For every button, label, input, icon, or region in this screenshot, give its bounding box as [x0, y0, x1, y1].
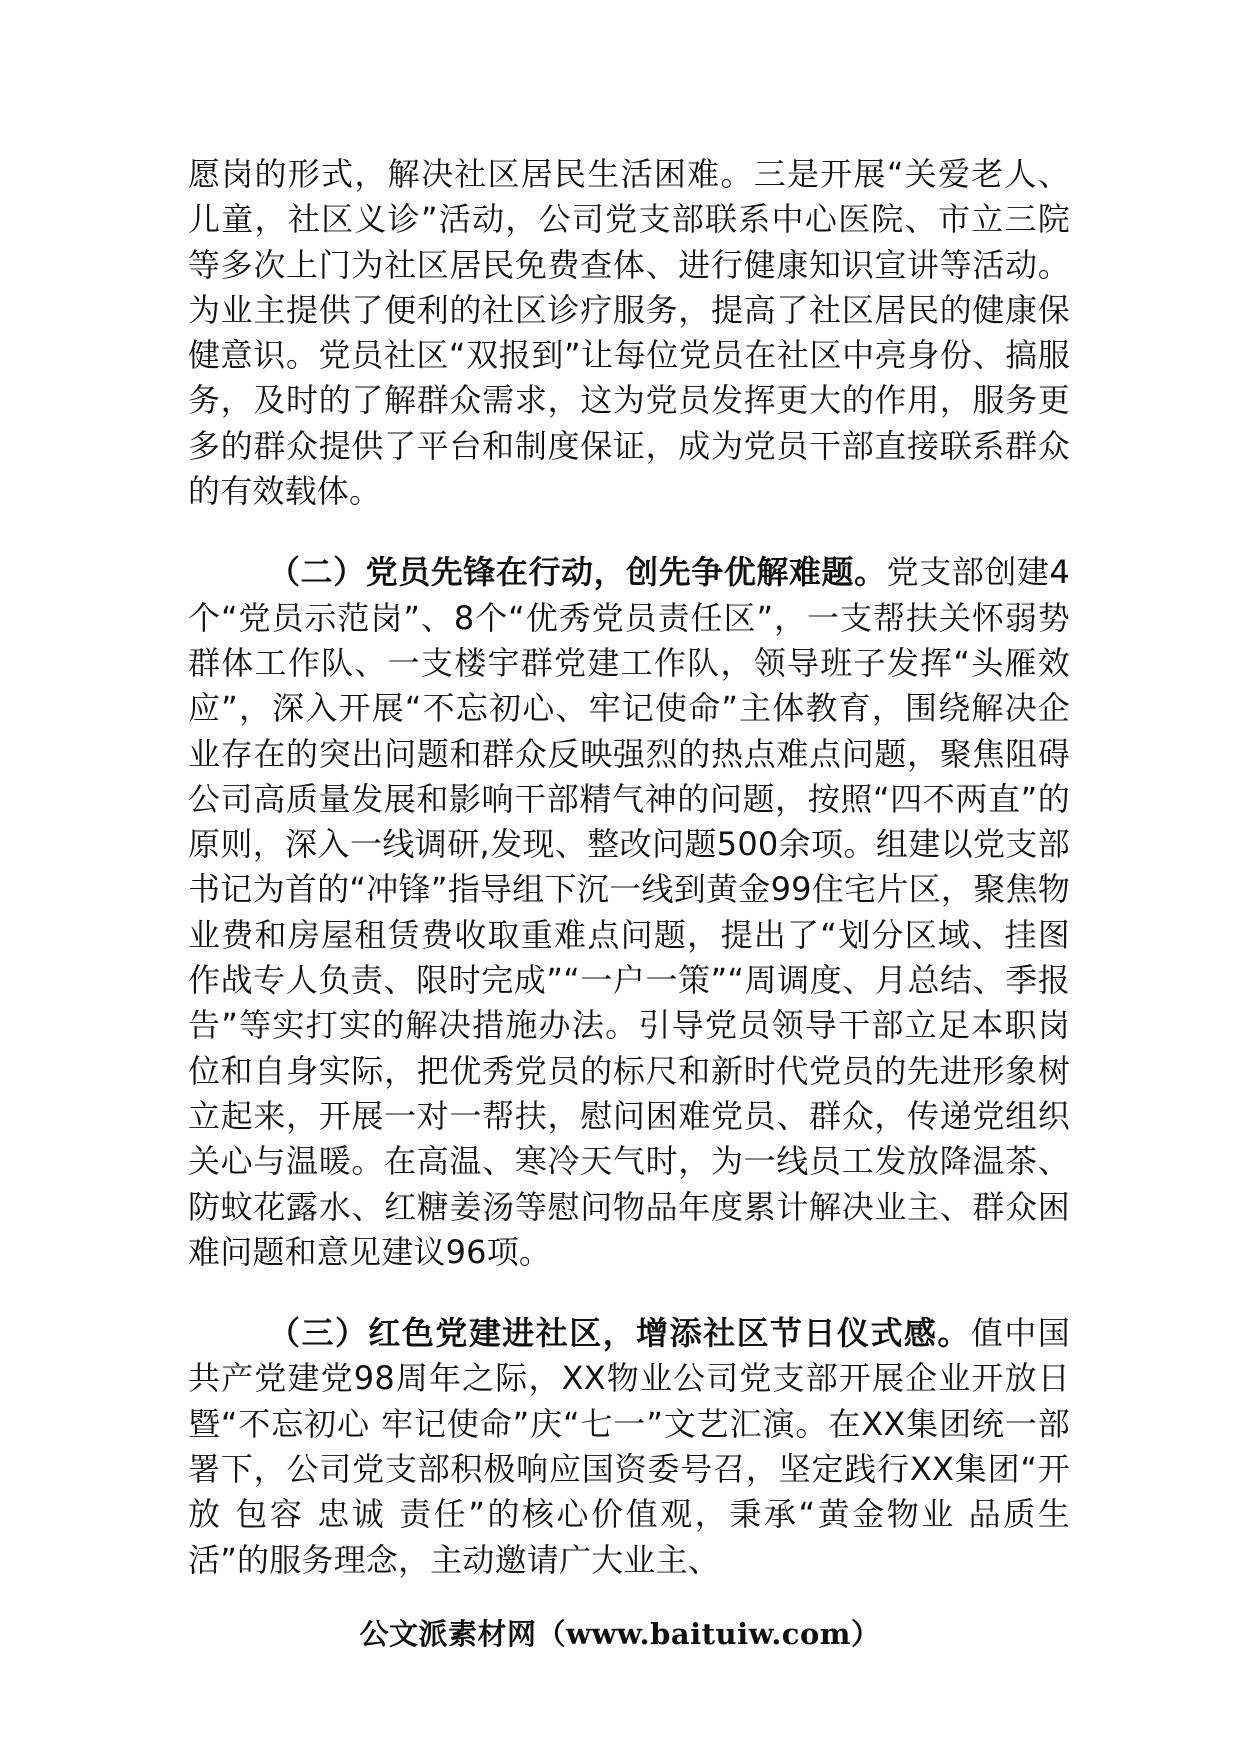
- section-heading-3: （三）红色党建进社区，增添社区节日仪式感。: [268, 1314, 971, 1353]
- section-paragraph-2: [188, 550, 1070, 1275]
- document-body: [188, 152, 1070, 1619]
- page-footer-watermark: 公文派素材网（www.baituiw.com）: [359, 1617, 881, 1651]
- section-paragraph-3: [188, 1311, 1070, 1583]
- section-body-3: 值中国共产党建党98周年之际，XX物业公司党支部开展企业开放日暨“不忘初心 牢记使命”庆“七一”文艺汇演。在XX集团统一部署下，公司党支部积极响应国资委号召，坚定践行XX集团“开放 包容 忠诚 责任”的核心价值观，秉承“黄金物业 品质生活”的服务理念，主动邀请广大业主、: [188, 1314, 1070, 1579]
- paragraph-continuation: [188, 152, 1070, 514]
- section-heading-2: （二）党员先锋在行动，创先争优解难题。: [268, 553, 887, 592]
- section-body-2: 党支部创建4个“党员示范岗”、8个“优秀党员责任区”，一支帮扶关怀弱势群体工作队、一支楼宇群党建工作队，领导班子发挥“头雁效应”，深入开展“不忘初心、牢记使命”主体教育，围绕解决企业存在的突出问题和群众反映强烈的热点难点问题，聚焦阻碍公司高质量发展和影响干部精气神的问题，按照“四不两直”的原则，深入一线调研,发现、整改问题500余项。组建以党支部书记为首的“冲锋”指导组下沉一线到黄金99住宅片区，聚焦物业费和房屋租赁费收取重难点问题，提出了“划分区域、挂图作战专人负责、限时完成”“一户一策”“周调度、月总结、季报告”等实打实的解决措施办法。引导党员领导干部立足本职岗位和自身实际，把优秀党员的标尺和新时代党员的先进形象树立起来，开展一对一帮扶，慰问困难党员、群众，传递党组织关心与温暖。在高温、寒冷天气时，为一线员工发放降温茶、防蚊花露水、红糖姜汤等慰问物品年度累计解决业主、群众困难问题和意见建议96项。: [188, 553, 1070, 1271]
- paragraph-text: 愿岗的形式，解决社区居民生活困难。三是开展“关爱老人、儿童，社区义诊”活动，公司党支部联系中心医院、市立三院等多次上门为社区居民免费查体、进行健康知识宣讲等活动。为业主提供了便利的社区诊疗服务，提高了社区居民的健康保健意识。党员社区“双报到”让每位党员在社区中亮身份、搞服务，及时的了解群众需求，这为党员发挥更大的作用，服务更多的群众提供了平台和制度保证，成为党员干部直接联系群众的有效载体。: [188, 155, 1070, 511]
